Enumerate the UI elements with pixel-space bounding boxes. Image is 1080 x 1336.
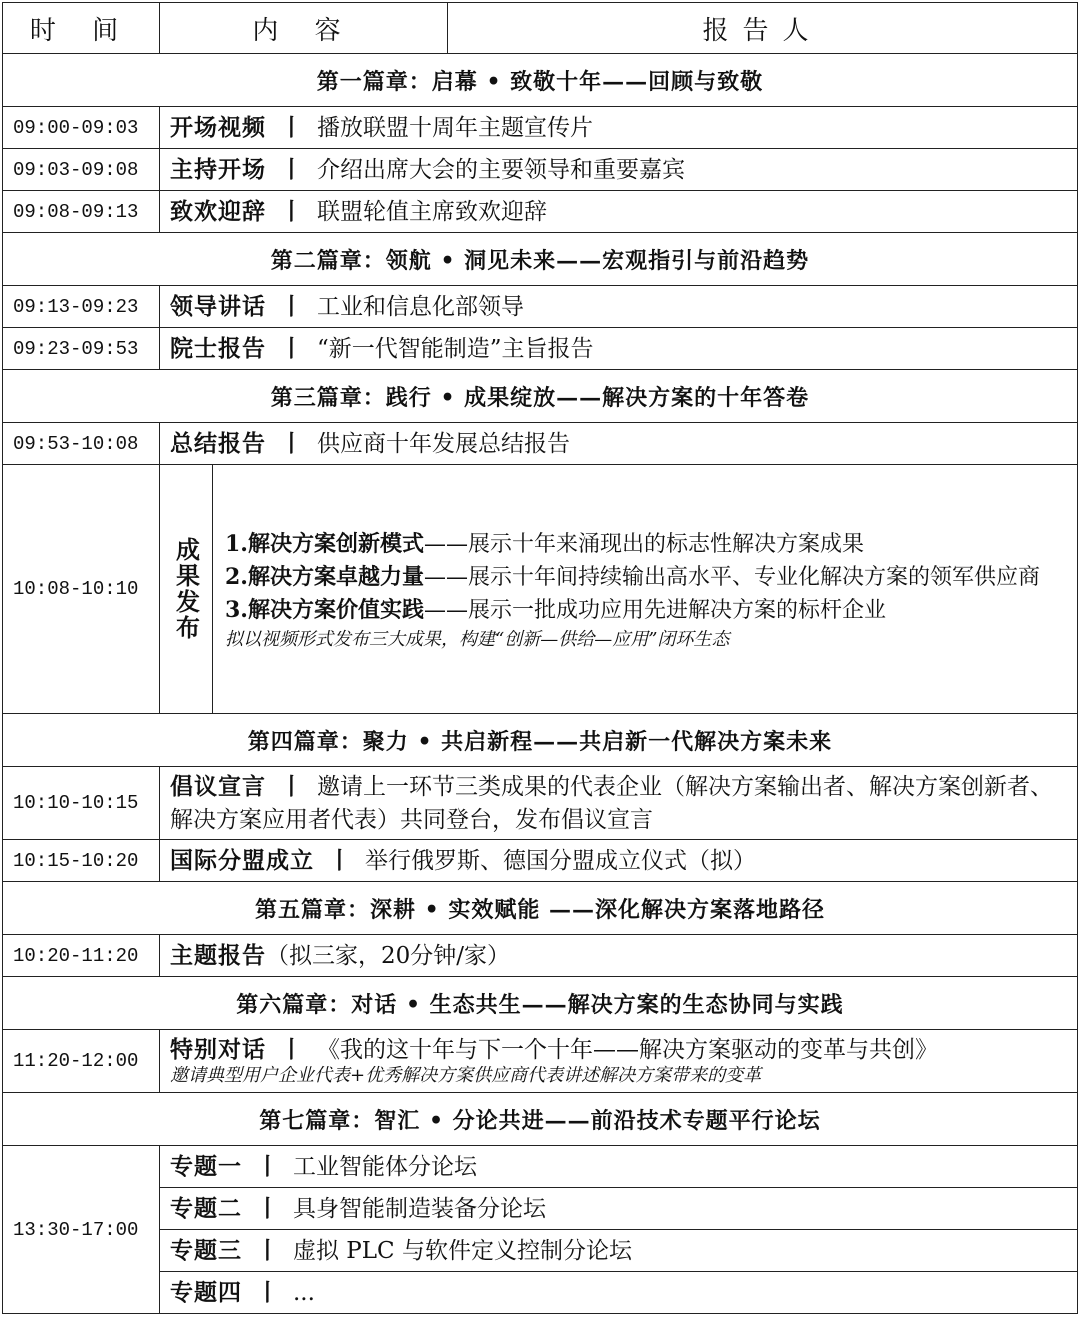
- item-desc: 介绍出席大会的主要领导和重要嘉宾: [317, 156, 685, 183]
- time-cell: 09:23-09:53: [3, 328, 160, 370]
- content-cell: [160, 286, 1078, 328]
- agenda-row: [3, 423, 1078, 465]
- item-title: 开场视频: [170, 113, 266, 141]
- item-desc: 举行俄罗斯、德国分盟成立仪式（拟）: [365, 847, 756, 874]
- header-speaker: 报告人: [448, 3, 1078, 54]
- item-desc: 供应商十年发展总结报告: [317, 430, 570, 457]
- chapter-title: 第五篇章：深耕 • 实效赋能 ——深化解决方案落地路径: [3, 882, 1078, 935]
- separator: 丨: [280, 429, 303, 457]
- content-cell: [160, 149, 1078, 191]
- header-content: 内 容: [160, 3, 448, 54]
- time-cell: 10:08-10:10: [3, 465, 160, 714]
- chapter-row: [3, 977, 1078, 1030]
- forum-title: 专题二: [170, 1194, 242, 1222]
- header-row: [3, 3, 1078, 54]
- release-label: 成果发布: [160, 465, 213, 713]
- separator: 丨: [256, 1152, 279, 1180]
- separator: 丨: [280, 155, 303, 183]
- chapter-title: 第四篇章：聚力 • 共启新程——共启新一代解决方案未来: [3, 714, 1078, 767]
- forum-cell: [160, 1188, 1078, 1230]
- agenda-row: [3, 935, 1078, 977]
- separator: 丨: [256, 1236, 279, 1264]
- item-note: 邀请典型用户企业代表+优秀解决方案供应商代表讲述解决方案带来的变革: [170, 1065, 762, 1086]
- item-desc: “新一代智能制造”主旨报告: [317, 335, 594, 362]
- forum-row: [3, 1188, 1078, 1230]
- forum-title: 专题三: [170, 1236, 242, 1264]
- separator: 丨: [280, 1036, 303, 1063]
- separator: 丨: [280, 197, 303, 225]
- forum-cell: [160, 1146, 1078, 1188]
- time-cell: 10:10-10:15: [3, 767, 160, 840]
- chapter-row: [3, 233, 1078, 286]
- release-cell: [160, 465, 1078, 714]
- agenda-row: [3, 286, 1078, 328]
- chapter-title: 第二篇章：领航 • 洞见未来——宏观指引与前沿趋势: [3, 233, 1078, 286]
- forum-desc: 具身智能制造装备分论坛: [293, 1195, 546, 1222]
- header-time: 时 间: [3, 3, 160, 54]
- content-cell: [160, 935, 1078, 977]
- item-title: 院士报告: [170, 334, 266, 362]
- release-item-title: 2.解决方案卓越力量: [225, 563, 424, 590]
- item-title: 主题报告: [170, 941, 266, 969]
- release-item: [225, 561, 1069, 594]
- time-cell: 09:53-10:08: [3, 423, 160, 465]
- separator: 丨: [280, 113, 303, 141]
- separator: 丨: [328, 846, 351, 874]
- release-row: [3, 465, 1078, 714]
- forum-row: [3, 1272, 1078, 1314]
- separator: 丨: [256, 1278, 279, 1306]
- item-title: 国际分盟成立: [170, 846, 314, 874]
- chapter-row: [3, 1093, 1078, 1146]
- content-cell: [160, 1030, 1078, 1093]
- chapter-title: 第一篇章：启幕 • 致敬十年——回顾与致敬: [3, 54, 1078, 107]
- content-cell: [160, 191, 1078, 233]
- content-cell: [160, 840, 1078, 882]
- item-title: 总结报告: [170, 429, 266, 457]
- content-cell: [160, 423, 1078, 465]
- chapter-row: [3, 370, 1078, 423]
- agenda-row: [3, 328, 1078, 370]
- separator: 丨: [280, 292, 303, 320]
- release-item-title: 3.解决方案价值实践: [225, 596, 424, 623]
- item-desc: 工业和信息化部领导: [317, 293, 524, 320]
- chapter-title: 第六篇章：对话 • 生态共生——解决方案的生态协同与实践: [3, 977, 1078, 1030]
- item-desc: （拟三家，20分钟/家）: [266, 942, 511, 969]
- release-block: [160, 465, 1077, 713]
- forum-title: 专题四: [170, 1278, 242, 1306]
- agenda-table: [2, 2, 1078, 1314]
- item-desc: 邀请上一环节三类成果的代表企业（解决方案输出者、解决方案创新者、解决方案应用者代表）共同登台，发布倡议宣言: [170, 773, 1053, 833]
- time-cell: 09:00-09:03: [3, 107, 160, 149]
- item-desc: 联盟轮值主席致欢迎辞: [317, 198, 547, 225]
- forum-desc: ...: [293, 1279, 315, 1306]
- item-title: 特别对话: [170, 1036, 266, 1063]
- item-title: 主持开场: [170, 155, 266, 183]
- item-title: 致欢迎辞: [170, 197, 266, 225]
- content-cell: [160, 328, 1078, 370]
- agenda-row: [3, 191, 1078, 233]
- time-cell: 10:15-10:20: [3, 840, 160, 882]
- forum-desc: 工业智能体分论坛: [293, 1153, 477, 1180]
- time-cell: 11:20-12:00: [3, 1030, 160, 1093]
- release-item-desc: ——展示十年来涌现出的标志性解决方案成果: [423, 531, 864, 557]
- time-cell: 09:08-09:13: [3, 191, 160, 233]
- forum-cell: [160, 1272, 1078, 1314]
- forum-cell: [160, 1230, 1078, 1272]
- release-item: [225, 594, 1069, 627]
- chapter-row: [3, 882, 1078, 935]
- release-item-desc: ——展示一批成功应用先进解决方案的标杆企业: [423, 597, 886, 623]
- agenda-row: [3, 767, 1078, 840]
- content-cell: [160, 767, 1078, 840]
- chapter-row: [3, 54, 1078, 107]
- forum-row: [3, 1146, 1078, 1188]
- separator: 丨: [280, 772, 303, 800]
- time-cell: 13:30-17:00: [3, 1146, 160, 1314]
- release-item-desc: ——展示十年间持续输出高水平、专业化解决方案的领军供应商: [423, 564, 1040, 590]
- item-title: 倡议宣言: [170, 772, 266, 800]
- agenda-row: [3, 149, 1078, 191]
- item-desc: 《我的这十年与下一个十年——解决方案驱动的变革与共创》: [317, 1037, 938, 1063]
- separator: 丨: [256, 1194, 279, 1222]
- agenda-row: [3, 1030, 1078, 1093]
- chapter-title: 第三篇章：践行 • 成果绽放——解决方案的十年答卷: [3, 370, 1078, 423]
- separator: 丨: [280, 334, 303, 362]
- agenda-row: [3, 840, 1078, 882]
- item-title: 领导讲话: [170, 292, 266, 320]
- agenda-row: [3, 107, 1078, 149]
- release-item-title: 1.解决方案创新模式: [225, 530, 424, 557]
- content-cell: [160, 107, 1078, 149]
- release-note: 拟以视频形式发布三大成果，构建“创新—供给—应用”闭环生态: [225, 628, 730, 650]
- time-cell: 09:03-09:08: [3, 149, 160, 191]
- item-desc: 播放联盟十周年主题宣传片: [317, 114, 593, 141]
- forum-desc: 虚拟 PLC 与软件定义控制分论坛: [293, 1237, 632, 1264]
- release-item: [225, 528, 1069, 561]
- forum-title: 专题一: [170, 1152, 242, 1180]
- time-cell: 09:13-09:23: [3, 286, 160, 328]
- time-cell: 10:20-11:20: [3, 935, 160, 977]
- chapter-title: 第七篇章：智汇 • 分论共进——前沿技术专题平行论坛: [3, 1093, 1078, 1146]
- forum-row: [3, 1230, 1078, 1272]
- release-list: [213, 465, 1077, 713]
- chapter-row: [3, 714, 1078, 767]
